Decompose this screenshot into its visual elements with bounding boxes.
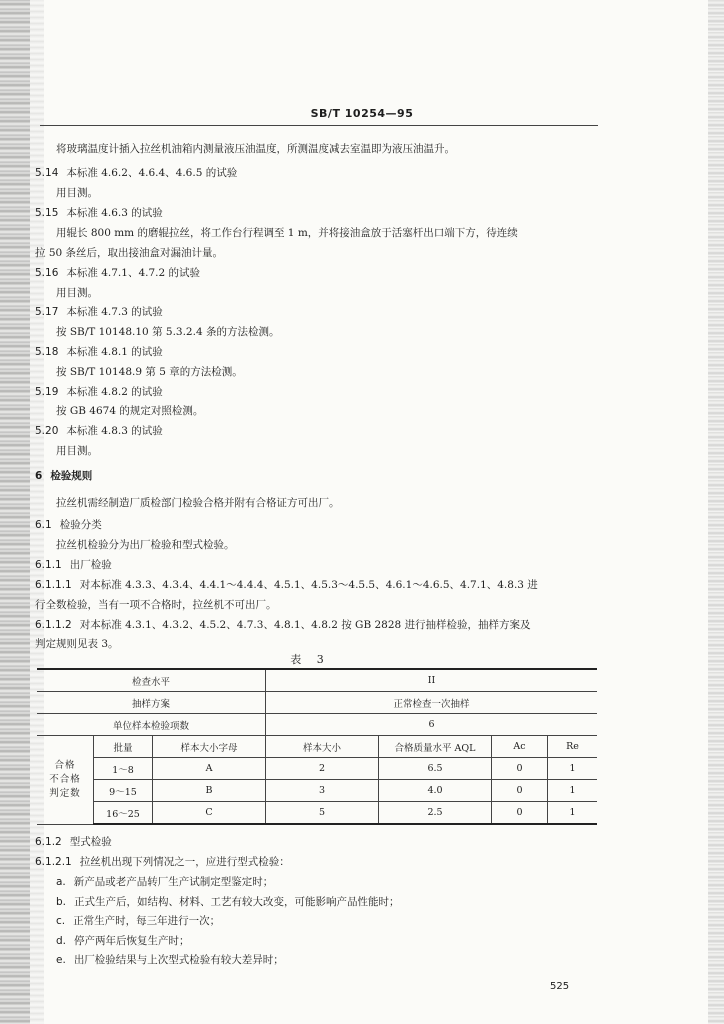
section-number: b. <box>56 896 67 908</box>
line-text: 用目测。 <box>56 287 98 299</box>
table-cell: 9～15 <box>94 780 153 802</box>
line-text: 对本标准 4.3.1、4.3.2、4.5.2、4.7.3、4.8.1、4.8.2 按 GB 2828 进行抽样检验，抽样方案及 <box>79 619 531 631</box>
section-number: e. <box>56 954 66 966</box>
table-cell: 1～8 <box>94 758 153 780</box>
table-cell: 1 <box>548 802 598 825</box>
line-text: 用目测。 <box>56 445 98 457</box>
section-number: 6.1.2.1 <box>35 856 72 868</box>
text-line <box>35 386 163 399</box>
section-number: c. <box>56 915 66 927</box>
line-text: 本标准 4.7.3 的试验 <box>66 306 163 318</box>
text-line <box>35 519 102 532</box>
text-line <box>56 227 518 240</box>
line-text: 拉丝机出现下列情况之一，应进行型式检验： <box>79 856 290 868</box>
table-cell: 6.5 <box>379 758 492 780</box>
section-number: 5.16 <box>35 267 59 279</box>
text-line <box>56 876 273 889</box>
section-number: 6.1.1.2 <box>35 619 72 631</box>
table-value-inspection-level: II <box>266 669 598 692</box>
table-label-sampling-plan: 抽样方案 <box>37 692 266 714</box>
table-cell: 5 <box>266 802 379 825</box>
section-number: 5.20 <box>35 425 59 437</box>
table-header-cell: Re <box>548 736 598 758</box>
text-line <box>35 470 92 483</box>
text-line <box>56 445 98 458</box>
section-number: 5.19 <box>35 386 59 398</box>
text-line <box>56 405 203 418</box>
page-header: SB/T 10254—95 <box>310 107 414 120</box>
scan-edge-right <box>708 0 724 1024</box>
text-line <box>56 497 340 510</box>
line-text: 将玻璃温度计插入拉丝机油箱内测量液压油温度，所测温度减去室温即为液压油温升。 <box>56 143 455 155</box>
section-number: 5.14 <box>35 167 59 179</box>
line-text: 正常生产时，每三年进行一次； <box>73 915 221 927</box>
table-header-cell: 样本大小字母 <box>153 736 266 758</box>
line-text: 出厂检验 <box>69 559 112 571</box>
line-text: 本标准 4.7.1、4.7.2 的试验 <box>66 267 200 279</box>
table-value-item-count: 6 <box>266 714 598 736</box>
table-label-inspection-level: 检查水平 <box>37 669 266 692</box>
line-text: 拉丝机检验分为出厂检验和型式检验。 <box>56 539 235 551</box>
line-text: 用目测。 <box>56 187 98 199</box>
section-number: 5.15 <box>35 207 59 219</box>
text-line <box>56 954 284 967</box>
text-line <box>56 896 400 909</box>
text-line <box>56 287 98 300</box>
section-number: 6.1.1 <box>35 559 62 571</box>
section-number: 6.1.1.1 <box>35 579 72 591</box>
text-line <box>56 187 98 200</box>
line-text: 行全数检验，当有一项不合格时，拉丝机不可出厂。 <box>35 599 277 611</box>
table-label-item-count: 单位样本检验项数 <box>37 714 266 736</box>
text-line <box>35 599 277 612</box>
line-text: 对本标准 4.3.3、4.3.4、4.4.1～4.4.4、4.5.1、4.5.3～4.5.5、4.6.1～4.6.5、4.7.1、4.8.3 进 <box>79 579 538 591</box>
section-number: d. <box>56 935 67 947</box>
line-text: 检验分类 <box>59 519 102 531</box>
table-cell: A <box>153 758 266 780</box>
table-cell: 1 <box>548 780 598 802</box>
table-value-sampling-plan: 正常检查一次抽样 <box>266 692 598 714</box>
line-text: 型式检验 <box>69 836 112 848</box>
table-title: 表 3 <box>290 653 330 666</box>
table-cell: 0 <box>492 802 548 825</box>
line-text: 拉丝机需经制造厂质检部门检验合格并附有合格证方可出厂。 <box>56 497 340 509</box>
line-text: 按 GB 4674 的规定对照检测。 <box>56 405 204 417</box>
line-text: 新产品或老产品转厂生产试制定型鉴定时； <box>73 876 274 888</box>
text-line <box>35 425 163 438</box>
text-line <box>35 579 538 592</box>
line-text: 判定规则见表 3。 <box>35 638 119 650</box>
text-line <box>35 207 163 220</box>
table-header-cell: 合格质量水平 AQL <box>379 736 492 758</box>
text-line <box>56 915 220 928</box>
table-cell: 1 <box>548 758 598 780</box>
line-text: 本标准 4.8.2 的试验 <box>66 386 163 398</box>
table-cell: 0 <box>492 780 548 802</box>
text-line <box>56 935 190 948</box>
text-line <box>35 167 237 180</box>
table-cell: 2 <box>266 758 379 780</box>
text-line <box>56 326 279 339</box>
text-line <box>35 836 112 849</box>
table-cell: 0 <box>492 758 548 780</box>
text-line <box>35 247 223 260</box>
line-text: 本标准 4.6.2、4.6.4、4.6.5 的试验 <box>66 167 238 179</box>
table-cell: C <box>153 802 266 825</box>
page-number: 525 <box>550 981 570 992</box>
table-cell: 2.5 <box>379 802 492 825</box>
line-text: 本标准 4.6.3 的试验 <box>66 207 163 219</box>
scan-edge-left <box>0 0 30 1024</box>
table-header-cell: 样本大小 <box>266 736 379 758</box>
section-number: 6.1 <box>35 519 52 531</box>
text-line <box>35 306 163 319</box>
table-header-cell: 批量 <box>94 736 153 758</box>
table-group-label: 合格 不合格 判定数 <box>37 736 94 825</box>
text-line <box>35 267 200 280</box>
table-cell: 4.0 <box>379 780 492 802</box>
section-number: a. <box>56 876 66 888</box>
text-line <box>35 856 290 869</box>
section-number: 5.18 <box>35 346 59 358</box>
text-line <box>35 638 119 651</box>
line-text: 检验规则 <box>50 470 93 482</box>
text-line <box>35 346 163 359</box>
line-text: 停产两年后恢复生产时； <box>74 935 190 947</box>
section-number: 5.17 <box>35 306 59 318</box>
line-text: 出厂检验结果与上次型式检验有较大差异时； <box>73 954 284 966</box>
line-text: 本标准 4.8.1 的试验 <box>66 346 163 358</box>
line-text: 拉 50 条丝后，取出接油盒对漏油计量。 <box>35 247 224 259</box>
text-line <box>56 366 243 379</box>
table-cell: 16～25 <box>94 802 153 825</box>
line-text: 按 SB/T 10148.10 第 5.3.2.4 条的方法检测。 <box>56 326 280 338</box>
line-text: 本标准 4.8.3 的试验 <box>66 425 163 437</box>
line-text: 用辊长 800 mm 的磨辊拉丝，将工作台行程调至 1 m，并将接油盒放于活塞杆出口端下方，待连续 <box>56 227 518 239</box>
text-line <box>35 619 531 632</box>
text-line <box>35 559 112 572</box>
text-line <box>56 143 455 156</box>
line-text: 按 SB/T 10148.9 第 5 章的方法检测。 <box>56 366 243 378</box>
table-cell: B <box>153 780 266 802</box>
scan-edge-shadow <box>30 0 44 1024</box>
line-text: 正式生产后，如结构、材料、工艺有较大改变，可能影响产品性能时； <box>74 896 400 908</box>
section-number: 6.1.2 <box>35 836 62 848</box>
header-rule <box>40 125 598 126</box>
section-number: 6 <box>35 470 43 482</box>
sampling-table <box>37 668 597 825</box>
text-line <box>56 539 235 552</box>
table-header-cell: Ac <box>492 736 548 758</box>
table-cell: 3 <box>266 780 379 802</box>
